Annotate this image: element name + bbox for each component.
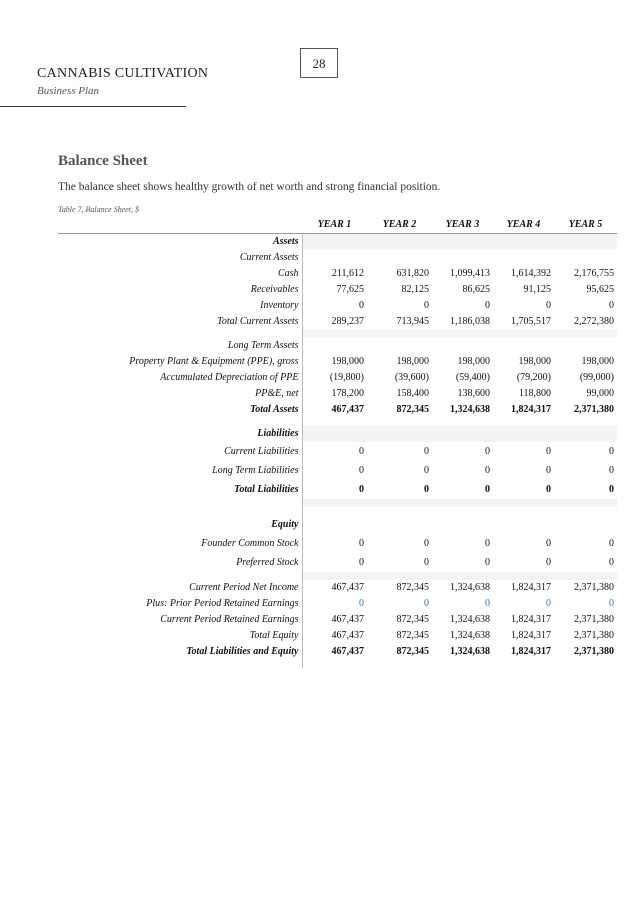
cell: 99,000 [586, 388, 614, 399]
cell: 158,400 [396, 388, 429, 399]
table-row [58, 426, 617, 442]
table-row [58, 596, 617, 612]
cell: 1,186,038 [450, 316, 490, 327]
cell [302, 418, 367, 426]
column-header-year-5: YEAR 5 [554, 216, 617, 234]
cell: 0 [546, 446, 551, 457]
cell: 1,824,317 [511, 630, 551, 641]
table-row [58, 266, 617, 282]
page-number: 28 [300, 48, 338, 78]
row-label: Receivables [58, 282, 302, 298]
row-label: Accumulated Depreciation of PPE [58, 370, 302, 386]
cell: 1,324,638 [450, 404, 490, 415]
cell: 0 [485, 465, 490, 476]
table-row [58, 386, 617, 402]
cell: (59,400) [455, 372, 490, 383]
cell: 0 [546, 557, 551, 568]
cell [58, 660, 302, 668]
cell: 631,820 [396, 268, 429, 279]
cell: 1,705,517 [511, 316, 551, 327]
section-title: Balance Sheet [58, 153, 148, 169]
cell: 1,324,638 [450, 582, 490, 593]
row-label: Preferred Stock [58, 553, 302, 572]
table-row [58, 298, 617, 314]
table-row [58, 644, 617, 660]
cell [554, 499, 617, 507]
cell [432, 330, 493, 338]
spacer-row [58, 507, 617, 515]
cell [493, 515, 554, 534]
table-row [58, 480, 617, 499]
cell: 0 [359, 300, 364, 311]
cell: 872,345 [396, 630, 429, 641]
row-label: Total Current Assets [58, 314, 302, 330]
cell: 1,614,392 [511, 268, 551, 279]
cell [367, 338, 432, 354]
header-label-cell [58, 216, 302, 234]
cell: 0 [546, 300, 551, 311]
cell: 0 [609, 557, 614, 568]
cell: 1,824,317 [511, 404, 551, 415]
cell [493, 234, 554, 251]
cell [493, 426, 554, 442]
cell [302, 330, 367, 338]
cell: 0 [485, 484, 490, 495]
cell: 1,824,317 [511, 582, 551, 593]
cell [554, 507, 617, 515]
cell: 0 [485, 446, 490, 457]
row-label: Plus: Prior Period Retained Earnings [58, 596, 302, 612]
cell: 0 [546, 538, 551, 549]
cell [432, 250, 493, 266]
cell: 0 [609, 446, 614, 457]
cell: 198,000 [457, 356, 490, 367]
cell [302, 499, 367, 507]
cell: 0 [424, 465, 429, 476]
spacer-row [58, 330, 617, 338]
cell [302, 426, 367, 442]
cell [554, 572, 617, 580]
cell: 0 [359, 446, 364, 457]
cell [302, 572, 367, 580]
cell: 0 [485, 538, 490, 549]
cell: 0 [424, 598, 429, 609]
cell: 2,272,380 [574, 316, 614, 327]
cell: 1,324,638 [450, 630, 490, 641]
row-label: Founder Common Stock [58, 534, 302, 553]
row-label: Cash [58, 266, 302, 282]
cell [493, 330, 554, 338]
table-row [58, 314, 617, 330]
header-divider [0, 106, 186, 107]
row-label: Total Equity [58, 628, 302, 644]
cell: 1,099,413 [450, 268, 490, 279]
cell [554, 338, 617, 354]
cell: 872,345 [396, 614, 429, 625]
spacer-row [58, 572, 617, 580]
cell [367, 234, 432, 251]
table-row [58, 250, 617, 266]
cell: 0 [546, 598, 551, 609]
cell: 0 [424, 446, 429, 457]
cell [367, 499, 432, 507]
cell [493, 499, 554, 507]
cell [432, 338, 493, 354]
cell: 1,324,638 [450, 614, 490, 625]
spacer-row [58, 660, 617, 668]
cell [432, 418, 493, 426]
row-label: Current Liabilities [58, 442, 302, 461]
cell: 467,437 [331, 614, 364, 625]
cell [554, 234, 617, 251]
cell: 2,371,380 [574, 646, 614, 657]
cell: 86,625 [462, 284, 490, 295]
row-label: PP&E, net [58, 386, 302, 402]
document-subtitle: Business Plan [37, 85, 100, 97]
cell: 198,000 [331, 356, 364, 367]
cell: 2,371,380 [574, 404, 614, 415]
table-row [58, 402, 617, 418]
cell: 0 [359, 484, 364, 495]
cell: (39,600) [394, 372, 429, 383]
row-label: Inventory [58, 298, 302, 314]
cell: 0 [609, 465, 614, 476]
cell [367, 572, 432, 580]
cell [367, 515, 432, 534]
cell: 198,000 [518, 356, 551, 367]
table-row [58, 612, 617, 628]
table-row [58, 282, 617, 298]
cell: 1,324,638 [450, 646, 490, 657]
cell: 0 [609, 598, 614, 609]
cell [493, 418, 554, 426]
cell: 1,824,317 [511, 646, 551, 657]
row-label: Long Term Assets [58, 338, 302, 354]
cell [432, 515, 493, 534]
cell [58, 507, 302, 515]
cell: 289,237 [331, 316, 364, 327]
cell: 0 [485, 598, 490, 609]
row-label: Long Term Liabilities [58, 461, 302, 480]
cell: 0 [546, 465, 551, 476]
table-row [58, 628, 617, 644]
row-label: Property Plant & Equipment (PPE), gross [58, 354, 302, 370]
cell: 138,600 [457, 388, 490, 399]
table-row [58, 442, 617, 461]
cell [367, 507, 432, 515]
cell [432, 234, 493, 251]
cell: 178,200 [331, 388, 364, 399]
cell: 0 [609, 484, 614, 495]
table-row [58, 354, 617, 370]
table-row [58, 534, 617, 553]
cell [367, 426, 432, 442]
cell: 0 [424, 557, 429, 568]
cell: 467,437 [331, 646, 364, 657]
cell [432, 426, 493, 442]
cell [493, 338, 554, 354]
cell: 0 [359, 538, 364, 549]
cell [302, 338, 367, 354]
row-label: Total Assets [58, 402, 302, 418]
cell [493, 660, 554, 668]
cell: 0 [359, 557, 364, 568]
row-label: Current Period Net Income [58, 580, 302, 596]
cell [554, 515, 617, 534]
cell: 0 [359, 598, 364, 609]
cell [58, 572, 302, 580]
cell [367, 250, 432, 266]
row-label: Current Assets [58, 250, 302, 266]
table-row [58, 553, 617, 572]
cell [493, 572, 554, 580]
cell [432, 572, 493, 580]
cell: 467,437 [331, 582, 364, 593]
spacer-row [58, 418, 617, 426]
cell: 2,176,755 [574, 268, 614, 279]
cell: 211,612 [331, 268, 364, 279]
cell: 0 [546, 484, 551, 495]
table-row [58, 370, 617, 386]
cell [554, 250, 617, 266]
table-row [58, 580, 617, 596]
cell [58, 499, 302, 507]
cell: 0 [359, 465, 364, 476]
cell: 2,371,380 [574, 630, 614, 641]
cell: 0 [485, 557, 490, 568]
cell [58, 418, 302, 426]
cell [554, 330, 617, 338]
row-label: Current Period Retained Earnings [58, 612, 302, 628]
table-row [58, 515, 617, 534]
balance-sheet-table [58, 216, 617, 668]
table-row [58, 234, 617, 251]
row-label: Liabilities [58, 426, 302, 442]
cell [554, 418, 617, 426]
cell: 0 [424, 300, 429, 311]
cell: 872,345 [396, 404, 429, 415]
row-label: Equity [58, 515, 302, 534]
table-row [58, 338, 617, 354]
cell: 77,625 [336, 284, 364, 295]
cell: (79,200) [516, 372, 551, 383]
cell [432, 660, 493, 668]
cell: 118,800 [518, 388, 551, 399]
row-label: Total Liabilities and Equity [58, 644, 302, 660]
cell [58, 330, 302, 338]
column-header-year-4: YEAR 4 [493, 216, 554, 234]
column-header-year-3: YEAR 3 [432, 216, 493, 234]
section-intro: The balance sheet shows healthy growth of net worth and strong financial position. [58, 181, 441, 193]
cell [302, 250, 367, 266]
cell: 0 [424, 484, 429, 495]
cell [554, 426, 617, 442]
cell [493, 250, 554, 266]
cell: 82,125 [401, 284, 429, 295]
cell: 0 [609, 538, 614, 549]
row-label: Assets [58, 234, 302, 251]
cell: 872,345 [396, 582, 429, 593]
cell: (19,800) [329, 372, 364, 383]
cell: 91,125 [523, 284, 551, 295]
spacer-row [58, 499, 617, 507]
cell [302, 515, 367, 534]
cell: 467,437 [331, 630, 364, 641]
cell: 2,371,380 [574, 582, 614, 593]
cell: 872,345 [396, 646, 429, 657]
column-header-year-1: YEAR 1 [302, 216, 367, 234]
cell: 0 [609, 300, 614, 311]
cell: (99,000) [579, 372, 614, 383]
cell [302, 507, 367, 515]
column-header-year-2: YEAR 2 [367, 216, 432, 234]
cell: 0 [424, 538, 429, 549]
table-row [58, 461, 617, 480]
cell: 467,437 [331, 404, 364, 415]
cell [302, 234, 367, 251]
cell: 713,945 [396, 316, 429, 327]
document-title: CANNABIS CULTIVATION [37, 66, 209, 81]
table-header-row [58, 216, 617, 234]
cell: 0 [485, 300, 490, 311]
cell [367, 660, 432, 668]
cell [367, 418, 432, 426]
cell [432, 507, 493, 515]
cell [432, 499, 493, 507]
cell [554, 660, 617, 668]
cell [302, 660, 367, 668]
cell: 198,000 [581, 356, 614, 367]
cell: 95,625 [586, 284, 614, 295]
cell: 2,371,380 [574, 614, 614, 625]
row-label: Total Liabilities [58, 480, 302, 499]
table-caption: Table 7, Balance Sheet, $ [58, 205, 140, 214]
cell [367, 330, 432, 338]
cell [493, 507, 554, 515]
cell: 1,824,317 [511, 614, 551, 625]
cell: 198,000 [396, 356, 429, 367]
